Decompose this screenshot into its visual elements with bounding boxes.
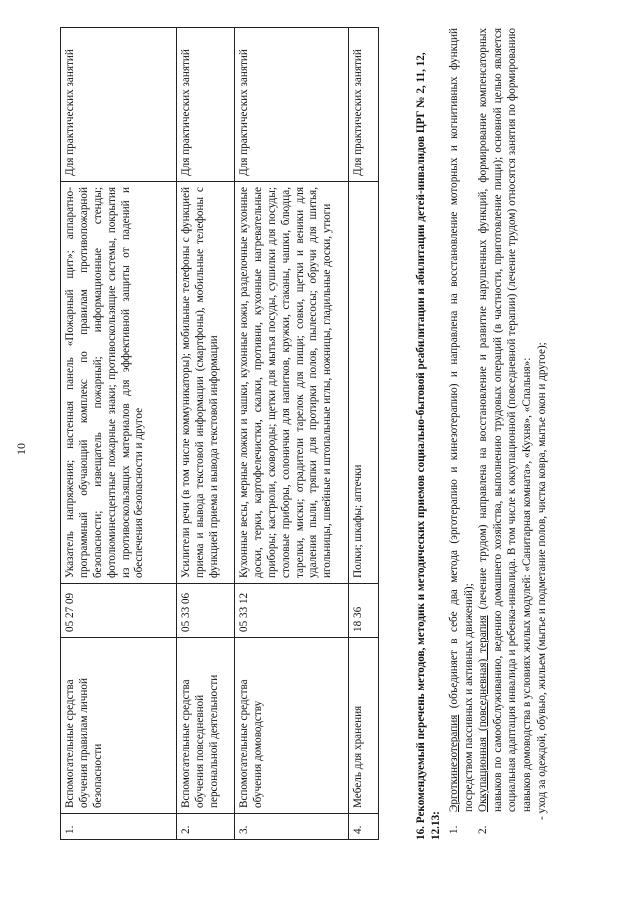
list-item bbox=[447, 28, 476, 840]
table-row bbox=[177, 28, 235, 840]
device-name: Вспомогательные средства обучения правилам личной безопасности bbox=[61, 638, 177, 814]
device-description: Полки; шкафы; аптечки bbox=[349, 182, 379, 584]
device-purpose: Для практических занятий bbox=[177, 28, 235, 182]
table-row bbox=[235, 28, 349, 840]
device-code: 05 33 06 bbox=[177, 584, 235, 638]
device-description: Указатель напряжения; настенная панель «Пожарный щит»; аппаратно-программный обучающий комплекс по правилам противопожарной безопасности; извещатель пожарный; информационные стенды; фотолюминесцентные пожарные знаки; противоскользящие системы, покрытия из противоскользящих материалов для эффективной защиты от падений и обеспечения безопасности и другое bbox=[61, 182, 177, 584]
device-name: Мебель для хранения bbox=[349, 638, 379, 814]
row-number: 4. bbox=[349, 814, 379, 840]
method-description: (лечение трудом) направлена на восстановление и развитие нарушенных функций, формирование компенсаторных навыков по самообслуживанию, ведению домашнего хозяйства, выполнению трудовых операций (в частности, приготовление пищи); основной целью является социальная адаптация инвалида и ребенка-инвалида. В том числе к оккупационной (повседневной терапии) (лечение трудом) относятся занятия по формированию навыков домоводства в условиях жилых модулей: «Санитарная комната», «Кухня», «Спальня»: bbox=[477, 28, 533, 812]
bullet-item: - уход за одеждой, обувью, жильем (мытье и подметание полов, чистка ковра, мытье окон и другое); bbox=[535, 342, 548, 820]
device-code: 05 27 09 bbox=[61, 584, 177, 638]
row-number: 1. bbox=[61, 814, 177, 840]
table-row bbox=[349, 28, 379, 840]
method-term: Оккупационная (повседневная) терапия bbox=[477, 615, 490, 812]
device-description: Усилители речи (в том числе коммуникаторы); мобильные телефоны с функцией приема и вывода текстовой информации (смартфоны), мобильные телефоны с функцией приема и вывода текстовой информации bbox=[177, 182, 235, 584]
method-description: (объединяет в себе два метода (эрготерапию и кинезотерапию) и направлена на восстановление моторных и когнитивных функций посредством пассивных и активных движений); bbox=[448, 28, 475, 812]
list-item-number: 2. bbox=[477, 825, 490, 834]
row-number: 3. bbox=[235, 814, 349, 840]
device-code: 05 33 12 bbox=[235, 584, 349, 638]
section-heading: 16. Рекомендуемый перечень методов, методик и методических приемов социально-бытовой реабилитации и абилитации детей-инвалидов ЦРГ № 2, 11, 12, 12.13: bbox=[415, 52, 442, 840]
device-name: Вспомогательные средства обучения домоводству bbox=[235, 638, 349, 814]
method-term: Эрготкинезотерапия bbox=[448, 714, 461, 812]
page-number: 10 bbox=[14, 443, 28, 455]
row-number: 2. bbox=[177, 814, 235, 840]
device-description: Кухонные весы, мерные ложки и чашки, кухонные ножи, разделочные кухонные доски, терки, картофелечистки, скалки, противни, кухонные нагревательные приборы; кастрюли, сковороды; щетки для мытья посуды, сушилки для посуды; столовые приборы, солонички для напитков, кружки, стаканы, чашки, блюдца, тарелки, миски; отрадители тарелок для пищи; совки, щетки и веники для удаления пыли, тряпки для протирки полов, пылесосы; обручи для шитья, игольницы, швейные и штопальные иглы, ножницы, гладильные доски, утюги bbox=[235, 182, 349, 584]
device-purpose: Для практических занятий bbox=[349, 28, 379, 182]
device-name: Вспомогательные средства обучения повседневной персональной деятельности bbox=[177, 638, 235, 814]
equipment-table bbox=[60, 27, 379, 840]
list-item bbox=[476, 28, 534, 840]
device-purpose: Для практических занятий bbox=[235, 28, 349, 182]
device-code: 18 36 bbox=[349, 584, 379, 638]
methods-section bbox=[414, 28, 549, 840]
list-item-number: 1. bbox=[448, 825, 461, 834]
table-row bbox=[61, 28, 177, 840]
device-purpose: Для практических занятий bbox=[61, 28, 177, 182]
